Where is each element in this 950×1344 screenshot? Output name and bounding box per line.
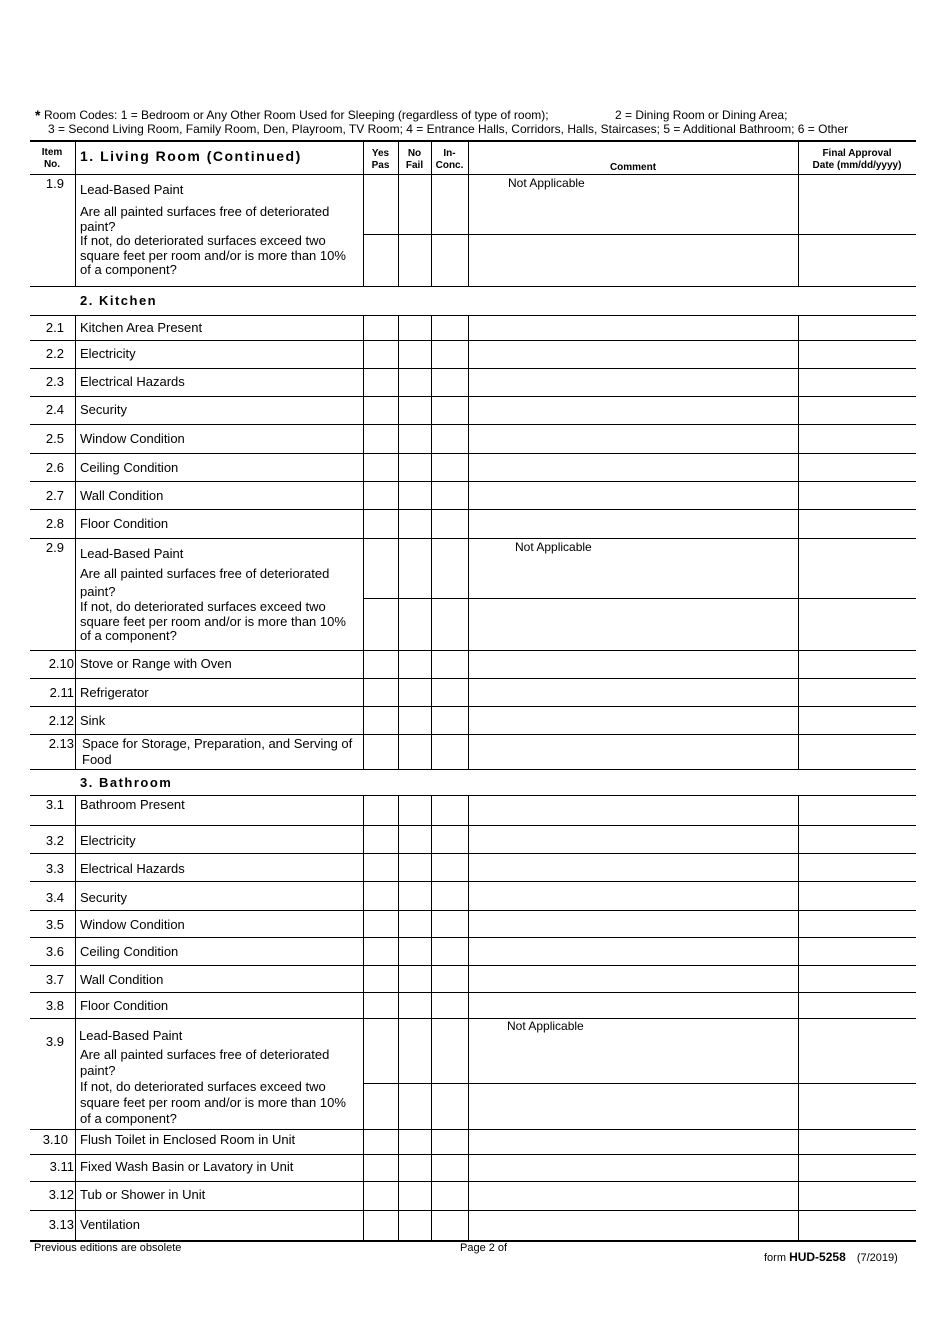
row-rule bbox=[30, 769, 916, 770]
column-rule bbox=[798, 140, 799, 286]
item-label: Electricity bbox=[80, 833, 136, 848]
column-rule bbox=[798, 315, 799, 769]
lead-paint-question-2: If not, do deteriorated surfaces exceed two square feet per room and/or is more than 10% of a component? bbox=[80, 1079, 346, 1126]
row-rule bbox=[363, 1083, 916, 1084]
header-no-line1: No bbox=[407, 148, 422, 159]
item-number: 2.12 bbox=[48, 713, 74, 728]
column-rule bbox=[75, 140, 76, 174]
item-number: 3.9 bbox=[45, 1034, 64, 1049]
item-label: Security bbox=[80, 890, 127, 905]
header-yes-line1: Yes bbox=[371, 148, 390, 159]
row-rule bbox=[363, 598, 916, 599]
item-label: Window Condition bbox=[80, 917, 185, 932]
item-number: 3.3 bbox=[45, 861, 64, 876]
row-rule bbox=[30, 965, 916, 966]
item-number: 2.1 bbox=[45, 320, 64, 335]
item-label: Electrical Hazards bbox=[80, 374, 185, 389]
column-rule bbox=[468, 795, 469, 1240]
header-in-line1: In- bbox=[443, 148, 456, 159]
row-rule bbox=[363, 234, 916, 235]
item-number: 2.11 bbox=[49, 685, 74, 700]
footer-form-date: (7/2019) bbox=[856, 1252, 898, 1264]
header-inconclusive bbox=[431, 148, 468, 172]
item-number: 2.5 bbox=[45, 431, 64, 446]
header-item-no bbox=[34, 147, 70, 171]
column-rule bbox=[398, 140, 399, 286]
lead-paint-question-2: If not, do deteriorated surfaces exceed two square feet per room and/or is more than 10% of a component? bbox=[80, 599, 346, 643]
row-rule bbox=[30, 881, 916, 882]
item-number: 2.6 bbox=[45, 460, 64, 475]
column-rule bbox=[75, 795, 76, 1240]
row-rule bbox=[30, 396, 916, 397]
item-number: 3.11 bbox=[49, 1159, 74, 1174]
item-label: Security bbox=[80, 402, 127, 417]
row-rule bbox=[30, 340, 916, 341]
row-rule bbox=[30, 174, 916, 175]
header-title: 1. Living Room (Continued) bbox=[80, 148, 302, 164]
header-comment: Comment bbox=[609, 162, 657, 173]
header-item-line1: Item bbox=[41, 147, 63, 158]
item-label: Sink bbox=[80, 713, 106, 728]
item-number: 3.6 bbox=[45, 944, 64, 959]
item-label: Window Condition bbox=[80, 431, 185, 446]
item-number: 3.1 bbox=[45, 797, 64, 812]
item-label: Space for Storage, Preparation, and Serving of Food bbox=[82, 736, 353, 767]
item-number: 2.4 bbox=[45, 402, 64, 417]
header-in-line2: Conc. bbox=[435, 160, 464, 171]
item-label: Tub or Shower in Unit bbox=[80, 1187, 206, 1202]
section-bathroom-heading: 3. Bathroom bbox=[80, 775, 173, 790]
row-rule bbox=[30, 1240, 916, 1242]
item-number: 3.13 bbox=[48, 1217, 74, 1232]
item-number: 2.7 bbox=[45, 488, 64, 503]
row-rule bbox=[30, 481, 916, 482]
row-rule bbox=[30, 1210, 916, 1211]
row-rule bbox=[30, 1154, 916, 1155]
item-number: 2.10 bbox=[48, 656, 74, 671]
column-rule bbox=[363, 140, 364, 286]
room-codes-line1-b: 2 = Dining Room or Dining Area; bbox=[615, 108, 788, 122]
item-number: 3.12 bbox=[48, 1187, 74, 1202]
row-rule bbox=[30, 538, 916, 539]
item-number: 2.3 bbox=[45, 374, 64, 389]
room-codes-line1-a: Room Codes: 1 = Bedroom or Any Other Room Used for Sleeping (regardless of type of room); bbox=[44, 108, 549, 122]
section-kitchen-heading: 2. Kitchen bbox=[80, 293, 158, 308]
row-rule bbox=[30, 286, 916, 287]
row-rule bbox=[30, 706, 916, 707]
row-rule bbox=[30, 315, 916, 316]
row-rule bbox=[30, 368, 916, 369]
lead-paint-question-1: Are all painted surfaces free of deteriorated paint? bbox=[80, 566, 330, 599]
footer-form-id bbox=[764, 1251, 898, 1264]
column-rule bbox=[363, 315, 364, 769]
header-yes-pass bbox=[363, 148, 398, 172]
item-number: 2.2 bbox=[45, 346, 64, 361]
item-label: Fixed Wash Basin or Lavatory in Unit bbox=[80, 1159, 294, 1174]
row-rule bbox=[30, 853, 916, 854]
row-rule bbox=[30, 992, 916, 993]
column-rule bbox=[75, 315, 76, 769]
row-rule bbox=[30, 1129, 916, 1130]
column-rule bbox=[431, 795, 432, 1240]
row-rule bbox=[30, 734, 916, 735]
item-number: 2.8 bbox=[45, 516, 64, 531]
item-label: Refrigerator bbox=[80, 685, 149, 700]
footer-editions-note: Previous editions are obsolete bbox=[34, 1242, 182, 1254]
row-rule bbox=[30, 1018, 916, 1019]
column-rule bbox=[363, 795, 364, 1240]
item-number: 3.4 bbox=[45, 890, 64, 905]
lead-paint-question-1: Are all painted surfaces free of deteriorated paint? bbox=[80, 204, 330, 234]
item-label: Flush Toilet in Enclosed Room in Unit bbox=[80, 1132, 296, 1147]
item-label: Wall Condition bbox=[80, 972, 164, 987]
lead-paint-title: Lead-Based Paint bbox=[79, 1028, 183, 1043]
item-label: Floor Condition bbox=[80, 998, 169, 1013]
column-rule bbox=[398, 315, 399, 769]
lead-paint-title: Lead-Based Paint bbox=[80, 546, 184, 561]
header-final-approval bbox=[798, 148, 916, 172]
column-rule bbox=[398, 795, 399, 1240]
column-rule bbox=[468, 140, 469, 286]
item-label: Ceiling Condition bbox=[80, 460, 179, 475]
header-item-line2: No. bbox=[43, 159, 61, 170]
item-label: Stove or Range with Oven bbox=[80, 656, 232, 671]
item-number: 3.7 bbox=[45, 972, 64, 987]
item-label: Floor Condition bbox=[80, 516, 169, 531]
item-number: 3.5 bbox=[45, 917, 64, 932]
item-number: 3.8 bbox=[45, 998, 64, 1013]
footer-page-number: Page 2 of bbox=[460, 1242, 508, 1254]
column-rule bbox=[431, 140, 432, 286]
row-rule bbox=[30, 795, 916, 796]
room-codes-asterisk: * bbox=[35, 107, 41, 123]
item-label: Electricity bbox=[80, 346, 136, 361]
row-rule bbox=[30, 140, 916, 142]
row-rule bbox=[30, 509, 916, 510]
header-yes-line2: Pas bbox=[371, 160, 390, 171]
row-rule bbox=[30, 678, 916, 679]
row-rule bbox=[30, 1181, 916, 1182]
lead-paint-question-2: If not, do deteriorated surfaces exceed two square feet per room and/or is more than 10% of a component? bbox=[80, 233, 346, 277]
item-label: Ceiling Condition bbox=[80, 944, 179, 959]
lead-paint-question-1: Are all painted surfaces free of deteriorated paint? bbox=[80, 1047, 330, 1078]
row-rule bbox=[30, 424, 916, 425]
row-rule bbox=[30, 453, 916, 454]
footer-form-prefix: form bbox=[764, 1252, 786, 1264]
footer-form-number: HUD-5258 bbox=[789, 1250, 846, 1264]
item-label: Ventilation bbox=[80, 1217, 140, 1232]
column-rule bbox=[468, 315, 469, 769]
not-applicable-text: Not Applicable bbox=[508, 176, 585, 190]
room-codes-line2: 3 = Second Living Room, Family Room, Den, Playroom, TV Room; 4 = Entrance Halls, Corridors, Halls, Staircases; 5 = Additional Bathroom; 6 = Other bbox=[48, 122, 849, 136]
column-rule bbox=[798, 795, 799, 1240]
row-rule bbox=[30, 825, 916, 826]
item-label: Kitchen Area Present bbox=[80, 320, 203, 335]
item-number: 3.10 bbox=[42, 1132, 68, 1147]
column-rule bbox=[431, 315, 432, 769]
not-applicable-text: Not Applicable bbox=[515, 540, 592, 554]
item-label: Bathroom Present bbox=[80, 797, 185, 812]
row-rule bbox=[30, 650, 916, 651]
row-rule bbox=[30, 937, 916, 938]
item-number: 1.9 bbox=[45, 176, 64, 191]
item-number: 2.13 bbox=[48, 736, 74, 751]
header-no-line2: Fail bbox=[405, 160, 424, 171]
lead-paint-title: Lead-Based Paint bbox=[80, 182, 184, 197]
item-label: Electrical Hazards bbox=[80, 861, 185, 876]
header-final-line2: Date (mm/dd/yyyy) bbox=[812, 160, 902, 171]
header-final-line1: Final Approval bbox=[822, 148, 892, 159]
row-rule bbox=[30, 910, 916, 911]
header-no-fail bbox=[398, 148, 431, 172]
not-applicable-text: Not Applicable bbox=[507, 1019, 584, 1033]
item-label: Wall Condition bbox=[80, 488, 164, 503]
item-number: 2.9 bbox=[45, 540, 64, 555]
item-number: 3.2 bbox=[45, 833, 64, 848]
